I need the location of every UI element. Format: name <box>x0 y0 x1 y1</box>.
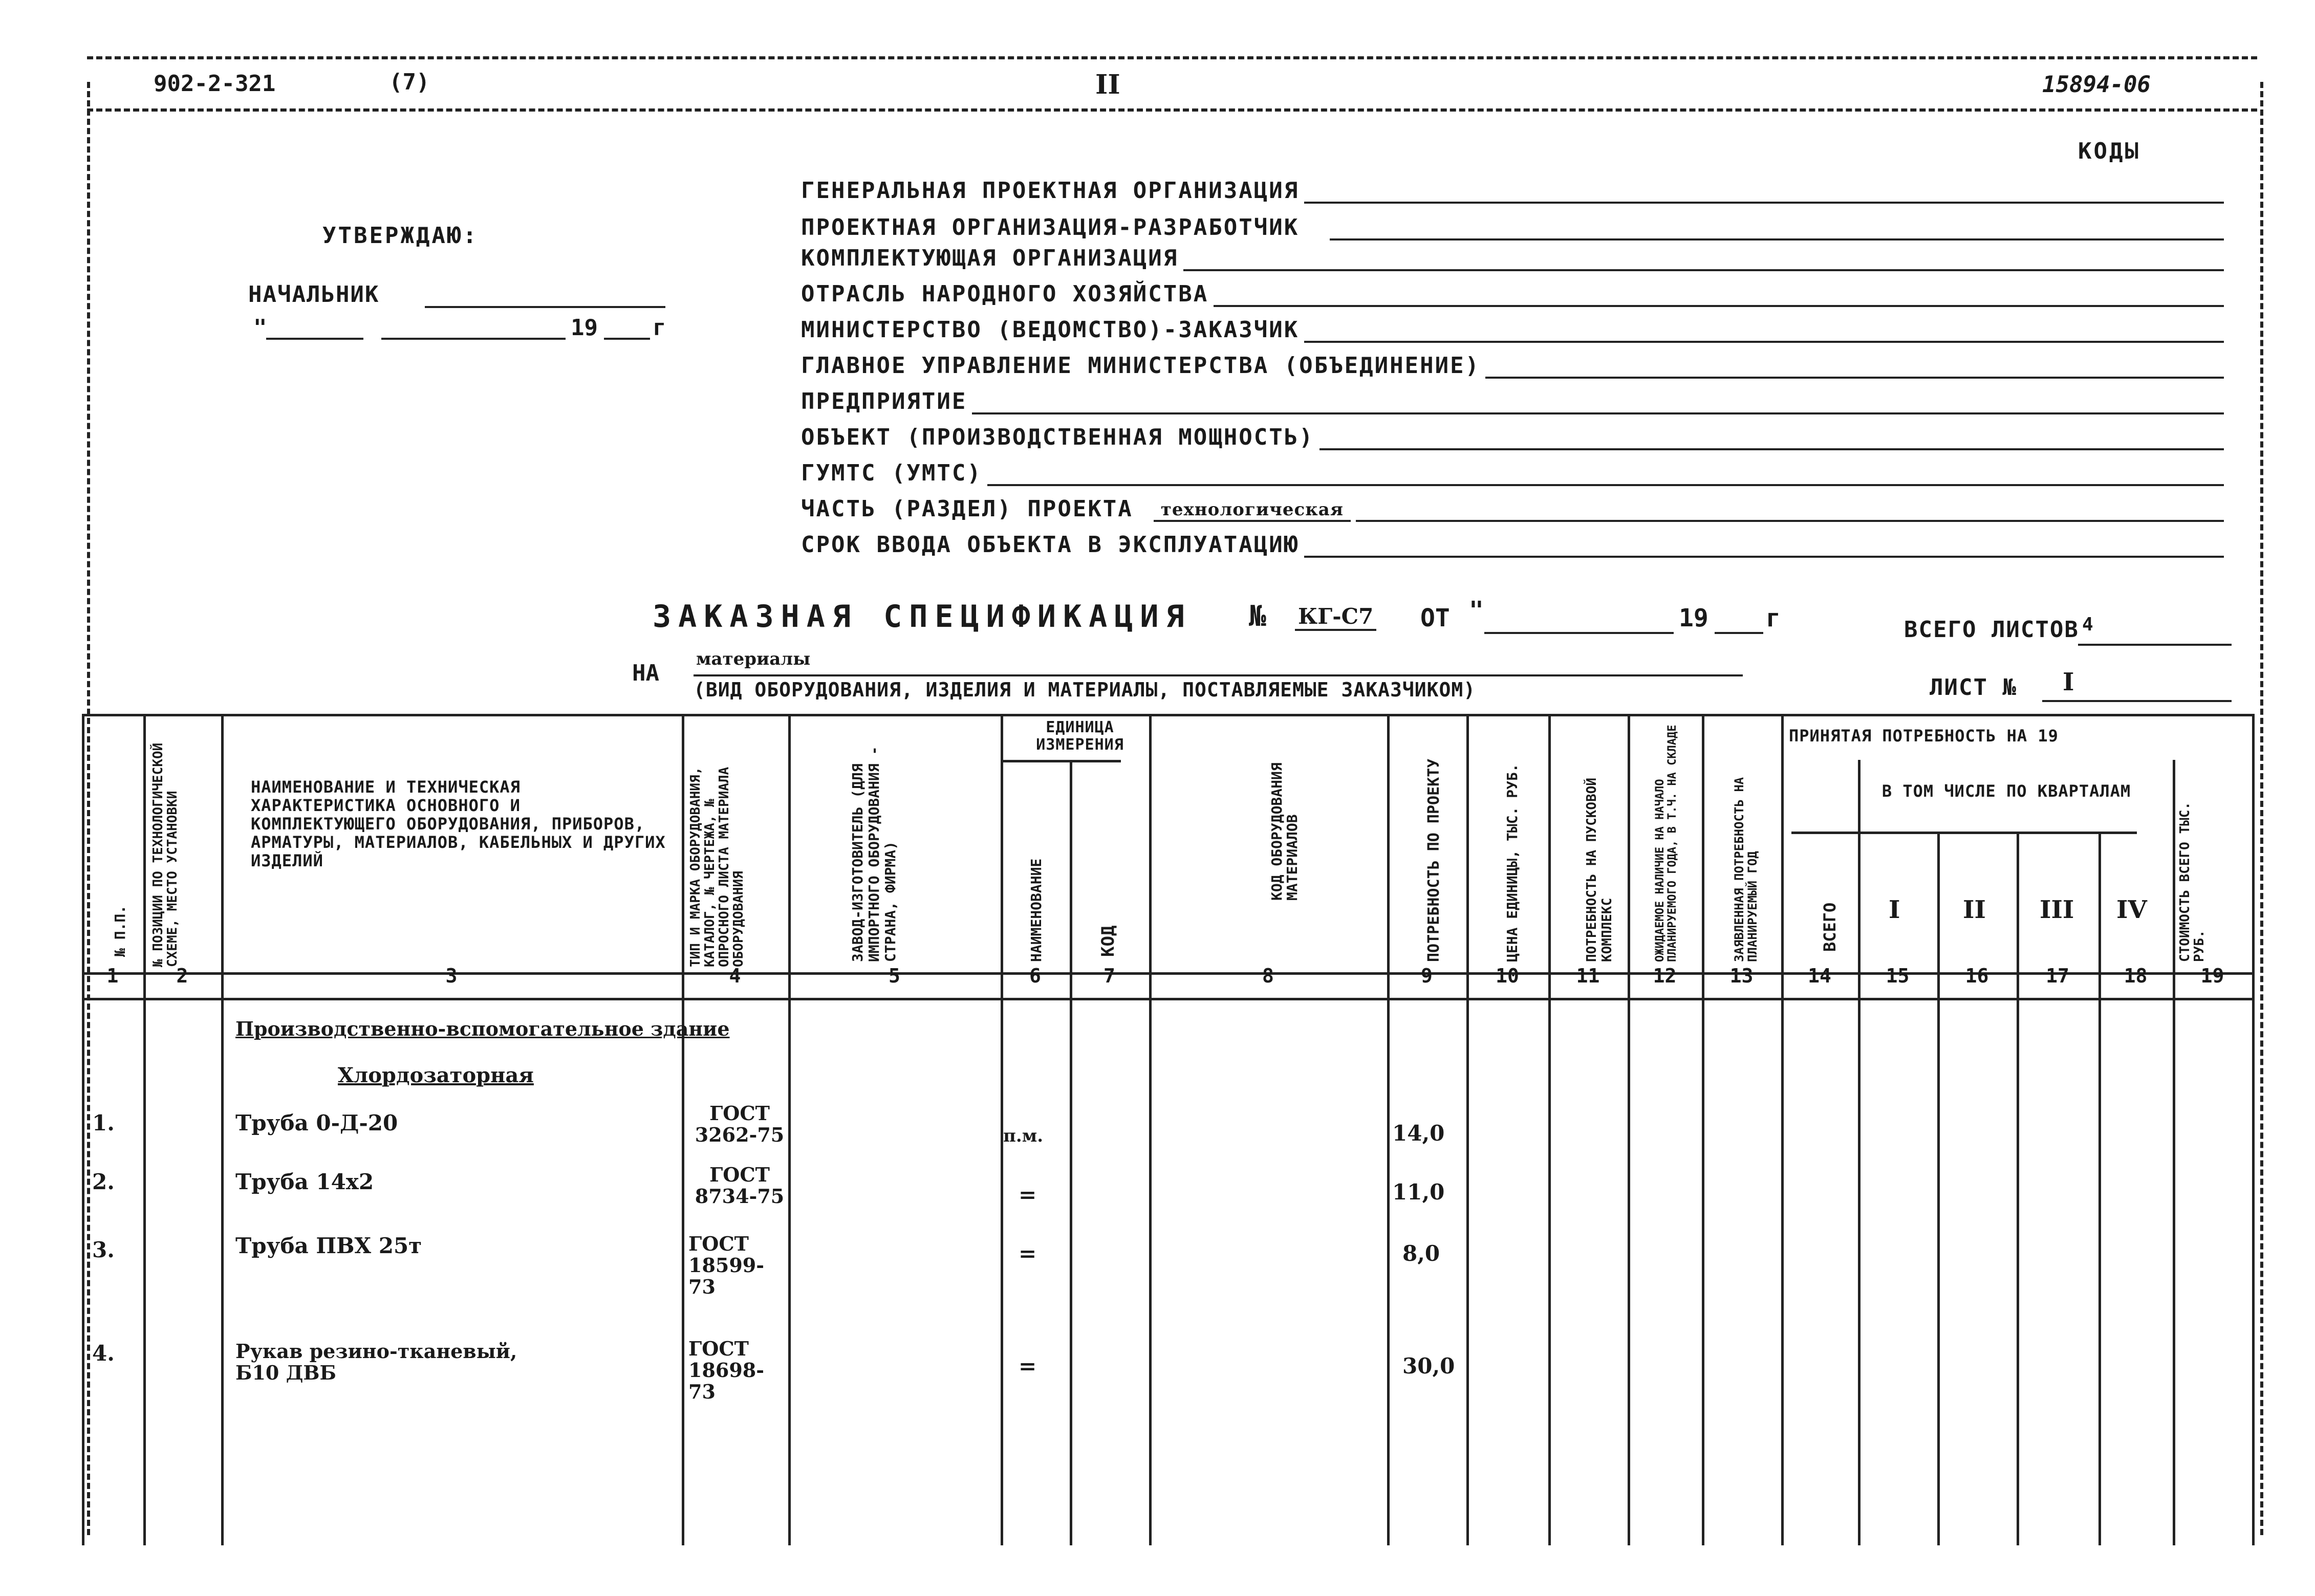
org-field-label: МИНИСТЕРСТВО (ВЕДОМСТВО)-ЗАКАЗЧИК <box>801 317 1300 343</box>
inventory-number: 15894-06 <box>2042 72 2151 98</box>
col-header-no: № П.П. <box>112 905 128 957</box>
org-field-developer <box>801 210 2224 241</box>
spec-subject-line <box>694 674 1743 676</box>
column-number: 4 <box>729 965 741 987</box>
column-number: 19 <box>2200 965 2224 987</box>
org-field-project-part <box>801 491 2224 522</box>
col-header-type <box>688 722 746 967</box>
col-border-0 <box>82 714 84 1545</box>
spec-number: КГ-С7 <box>1295 604 1376 631</box>
row-standard: ГОСТ 3262-75 <box>695 1102 785 1146</box>
column-number: 16 <box>1965 965 1989 987</box>
org-field-main-department <box>801 348 2224 379</box>
column-number: 11 <box>1576 965 1600 987</box>
table-top-border <box>82 714 2255 716</box>
col-border-19 <box>2252 714 2255 1545</box>
approval-title: УТВЕРЖДАЮ: <box>322 223 479 249</box>
col-header-unit-code: КОД <box>1098 925 1118 957</box>
row-quantity: 30,0 <box>1402 1353 1455 1379</box>
col-border-15 <box>1937 832 1940 1545</box>
spec-title: ЗАКАЗНАЯ СПЕЦИФИКАЦИЯ <box>653 599 1192 635</box>
col-header-name: НАИМЕНОВАНИЕ И ТЕХНИЧЕСКАЯ ХАРАКТЕРИСТИКА ОСНОВНОГО И КОМПЛЕКТУЮЩЕГО ОБОРУДОВАНИЯ, ПРИБОРОВ, АРМАТУРЫ, МАТЕРИАЛОВ, КАБЕЛЬНЫХ И ДРУГИХ ИЗДЕЛИЙ <box>251 777 666 870</box>
column-number: 14 <box>1808 965 1831 987</box>
project-part-value: технологическая <box>1154 499 1351 522</box>
col-header-q4: IV <box>2116 895 2147 924</box>
col-header-cost <box>2178 798 2206 962</box>
total-sheets-label: ВСЕГО ЛИСТОВ <box>1904 617 2079 643</box>
column-number: 10 <box>1496 965 1519 987</box>
row-unit: = <box>1019 1182 1037 1207</box>
column-number: 5 <box>889 965 900 987</box>
sheet-no-line <box>2042 700 2232 702</box>
column-number: 12 <box>1653 965 1677 987</box>
approval-month-line <box>381 338 566 340</box>
col-border-17 <box>2098 832 2101 1545</box>
col-header-q1: I <box>1889 895 1900 924</box>
column-number: 15 <box>1886 965 1910 987</box>
col-border-10 <box>1548 714 1551 1545</box>
col-header-q2: II <box>1963 895 1986 924</box>
spec-subject-caption: (ВИД ОБОРУДОВАНИЯ, ИЗДЕЛИЯ И МАТЕРИАЛЫ, ПОСТАВЛЯЕМЫЕ ЗАКАЗЧИКОМ) <box>694 679 1476 701</box>
spec-number-label: № <box>1249 600 1266 633</box>
total-sheets-line <box>2078 644 2232 646</box>
col-header-quarters-group: В ТОМ ЧИСЛЕ ПО КВАРТАЛАМ <box>1881 781 2131 801</box>
col-border-16 <box>2017 832 2019 1545</box>
column-number: 18 <box>2124 965 2148 987</box>
org-field-label: ГУМТС (УМТС) <box>801 460 982 486</box>
col-header-startup-need-text: ПОТРЕБНОСТЬ НА ПУСКОВОЙ КОМПЛЕКС <box>1584 777 1615 962</box>
col-header-declared-need-text: ЗАЯВЛЕННАЯ ПОТРЕБНОСТЬ НА ПЛАНИРУЕМЫЙ ГОД <box>1732 777 1760 962</box>
column-number: 17 <box>2046 965 2069 987</box>
col-header-position <box>151 722 180 967</box>
col-header-equipment-code <box>1269 727 1300 901</box>
row-standard: ГОСТ 8734-75 <box>695 1163 785 1208</box>
number-row-bottom-border <box>82 998 2255 1000</box>
column-number: 6 <box>1029 965 1041 987</box>
row-quantity: 8,0 <box>1402 1241 1440 1266</box>
col-border-13 <box>1781 714 1784 1545</box>
top-dashed-rule <box>87 56 2257 59</box>
org-field-commissioning <box>801 527 2224 558</box>
spec-na-label: НА <box>632 660 659 686</box>
spec-date-day-line <box>1484 632 1674 634</box>
org-field-label: КОМПЛЕКТУЮЩАЯ ОРГАНИЗАЦИЯ <box>801 245 1179 271</box>
spec-from-label: ОТ <box>1420 604 1450 632</box>
doc-code-bracket: (7) <box>389 69 430 95</box>
org-field-label: ГЕНЕРАЛЬНАЯ ПРОЕКТНАЯ ОРГАНИЗАЦИЯ <box>801 178 1300 204</box>
org-field-label: ГЛАВНОЕ УПРАВЛЕНИЕ МИНИСТЕРСТВА (ОБЪЕДИНЕНИЕ) <box>801 353 1481 379</box>
spec-year-suffix: г <box>1766 604 1781 632</box>
doc-code: 902-2-321 <box>154 71 276 97</box>
col-header-expected-stock-text: ОЖИДАЕМОЕ НАЛИЧИЕ НА НАЧАЛО ПЛАНИРУЕМОГО ГОДА, В Т.Ч. НА СКЛАДЕ <box>1654 725 1679 962</box>
col-header-manufacturer <box>850 742 899 962</box>
approval-day-line <box>266 338 363 340</box>
col-header-unit-group: ЕДИНИЦА ИЗМЕРЕНИЯ <box>1036 718 1124 754</box>
org-field-industry <box>801 276 2224 307</box>
row-unit: = <box>1019 1353 1037 1379</box>
spec-subject: материалы <box>696 649 811 669</box>
subsection-title: Хлордозаторная <box>338 1063 534 1087</box>
col-header-unit-price <box>1505 747 1520 962</box>
row-name: Труба 14х2 <box>235 1169 374 1194</box>
col-border-9 <box>1466 714 1469 1545</box>
section-title: Производственно-вспомогательное здание <box>235 1017 730 1040</box>
col-header-q3: III <box>2040 895 2074 924</box>
org-field-label: СРОК ВВОДА ОБЪЕКТА В ЭКСПЛУАТАЦИЮ <box>801 532 1300 558</box>
col-border-8 <box>1387 714 1390 1545</box>
col-border-6 <box>1070 760 1072 1545</box>
col-header-startup-need <box>1584 737 1615 962</box>
sheet-mark: II <box>1095 69 1120 100</box>
col-header-unit-name: НАИМЕНОВАНИЕ <box>1028 858 1045 962</box>
row-number: 1. <box>92 1110 115 1135</box>
row-name: Труба 0-Д-20 <box>235 1110 398 1135</box>
col-border-7 <box>1149 714 1152 1545</box>
row-name: Труба ПВХ 25т <box>235 1233 422 1258</box>
column-number: 8 <box>1262 965 1274 987</box>
org-field-label: ЧАСТЬ (РАЗДЕЛ) ПРОЕКТА <box>801 496 1133 522</box>
org-field-supplier <box>801 241 2224 271</box>
col-header-unit-price-text: ЦЕНА ЕДИНИЦЫ, ТЫС. РУБ. <box>1504 763 1521 962</box>
col-header-total: ВСЕГО <box>1820 902 1840 952</box>
column-number: 2 <box>176 965 188 987</box>
org-field-label: ОБЪЕКТ (ПРОИЗВОДСТВЕННАЯ МОЩНОСТЬ) <box>801 424 1314 450</box>
approval-chief-label: НАЧАЛЬНИК <box>248 281 380 308</box>
col-header-expected-stock <box>1654 716 1679 962</box>
col-header-project-need <box>1425 757 1443 962</box>
col-header-project-need-text: ПОТРЕБНОСТЬ ПО ПРОЕКТУ <box>1425 758 1443 962</box>
org-field-label: ПРЕДПРИЯТИЕ <box>801 388 967 414</box>
row-number: 2. <box>92 1169 115 1194</box>
total-sheets-value: 4 <box>2082 614 2093 635</box>
spec-date-quote: " <box>1469 596 1484 625</box>
org-field-enterprise <box>801 384 2224 414</box>
col-header-position-text: № ПОЗИЦИИ ПО ТЕХНОЛОГИЧЕСКОЙ СХЕМЕ, МЕСТО УСТАНОВКИ <box>150 742 180 967</box>
org-field-general <box>801 173 2224 204</box>
approval-quote: " <box>253 315 267 341</box>
quarters-group-divider <box>1791 832 2137 834</box>
col-header-type-text: ТИП И МАРКА ОБОРУДОВАНИЯ, КАТАЛОГ, № ЧЕРТЕЖА, № ОПРОСНОГО ЛИСТА МАТЕРИАЛА ОБОРУДОВАНИЯ <box>688 767 746 967</box>
column-number: 13 <box>1729 965 1754 987</box>
col-border-12 <box>1702 714 1704 1545</box>
row-number: 3. <box>92 1237 115 1262</box>
spec-year-prefix: 19 <box>1679 604 1708 632</box>
col-border-3 <box>682 714 684 1545</box>
row-quantity: 11,0 <box>1392 1179 1445 1205</box>
col-border-14 <box>1858 760 1860 1545</box>
approval-year-line <box>604 338 650 340</box>
org-field-object <box>801 420 2224 450</box>
row-standard: ГОСТ 18698-73 <box>688 1337 764 1403</box>
codes-label: КОДЫ <box>2078 138 2140 164</box>
col-header-cost-text: СТОИМОСТЬ ВСЕГО ТЫС. РУБ. <box>2177 801 2207 962</box>
column-number: 3 <box>445 965 458 987</box>
row-unit: = <box>1019 1241 1037 1266</box>
approval-chief-line <box>425 306 665 308</box>
org-field-label: ОТРАСЛЬ НАРОДНОГО ХОЗЯЙСТВА <box>801 281 1209 307</box>
org-field-gumts <box>801 455 2224 486</box>
sheet-no-value: I <box>2063 668 2074 696</box>
row-number: 4. <box>92 1341 115 1366</box>
org-field-ministry <box>801 312 2224 343</box>
sheet-no-label: ЛИСТ № <box>1930 674 2017 701</box>
col-border-1 <box>143 714 146 1545</box>
column-number: 9 <box>1421 965 1433 987</box>
spec-year-line <box>1715 632 1763 634</box>
approval-year-prefix: 19 <box>571 315 598 341</box>
approval-year-suffix: г <box>653 315 666 341</box>
column-number: 1 <box>106 965 119 987</box>
col-border-11 <box>1628 714 1630 1545</box>
row-standard: ГОСТ 18599-73 <box>688 1232 764 1298</box>
row-unit: п.м. <box>1003 1126 1044 1146</box>
row-quantity: 14,0 <box>1392 1121 1445 1146</box>
col-header-accepted-group: ПРИНЯТАЯ ПОТРЕБНОСТЬ НА 19 <box>1789 726 2059 746</box>
row-name: Рукав резино-тканевый, Б10 ДВБ <box>235 1340 517 1384</box>
col-border-2 <box>221 714 224 1545</box>
unit-group-divider <box>1001 760 1121 762</box>
org-field-label: ПРОЕКТНАЯ ОРГАНИЗАЦИЯ-РАЗРАБОТЧИК <box>801 214 1300 241</box>
column-number: 7 <box>1104 965 1115 987</box>
col-header-equipment-code-text: КОД ОБОРУДОВАНИЯ МАТЕРИАЛОВ <box>1268 762 1301 901</box>
col-header-manufacturer-text: ЗАВОД-ИЗГОТОВИТЕЛЬ (ДЛЯ ИМПОРТНОГО ОБОРУДОВАНИЯ - СТРАНА, ФИРМА) <box>849 746 899 962</box>
col-header-declared-need <box>1733 716 1759 962</box>
col-border-18 <box>2173 760 2175 1545</box>
